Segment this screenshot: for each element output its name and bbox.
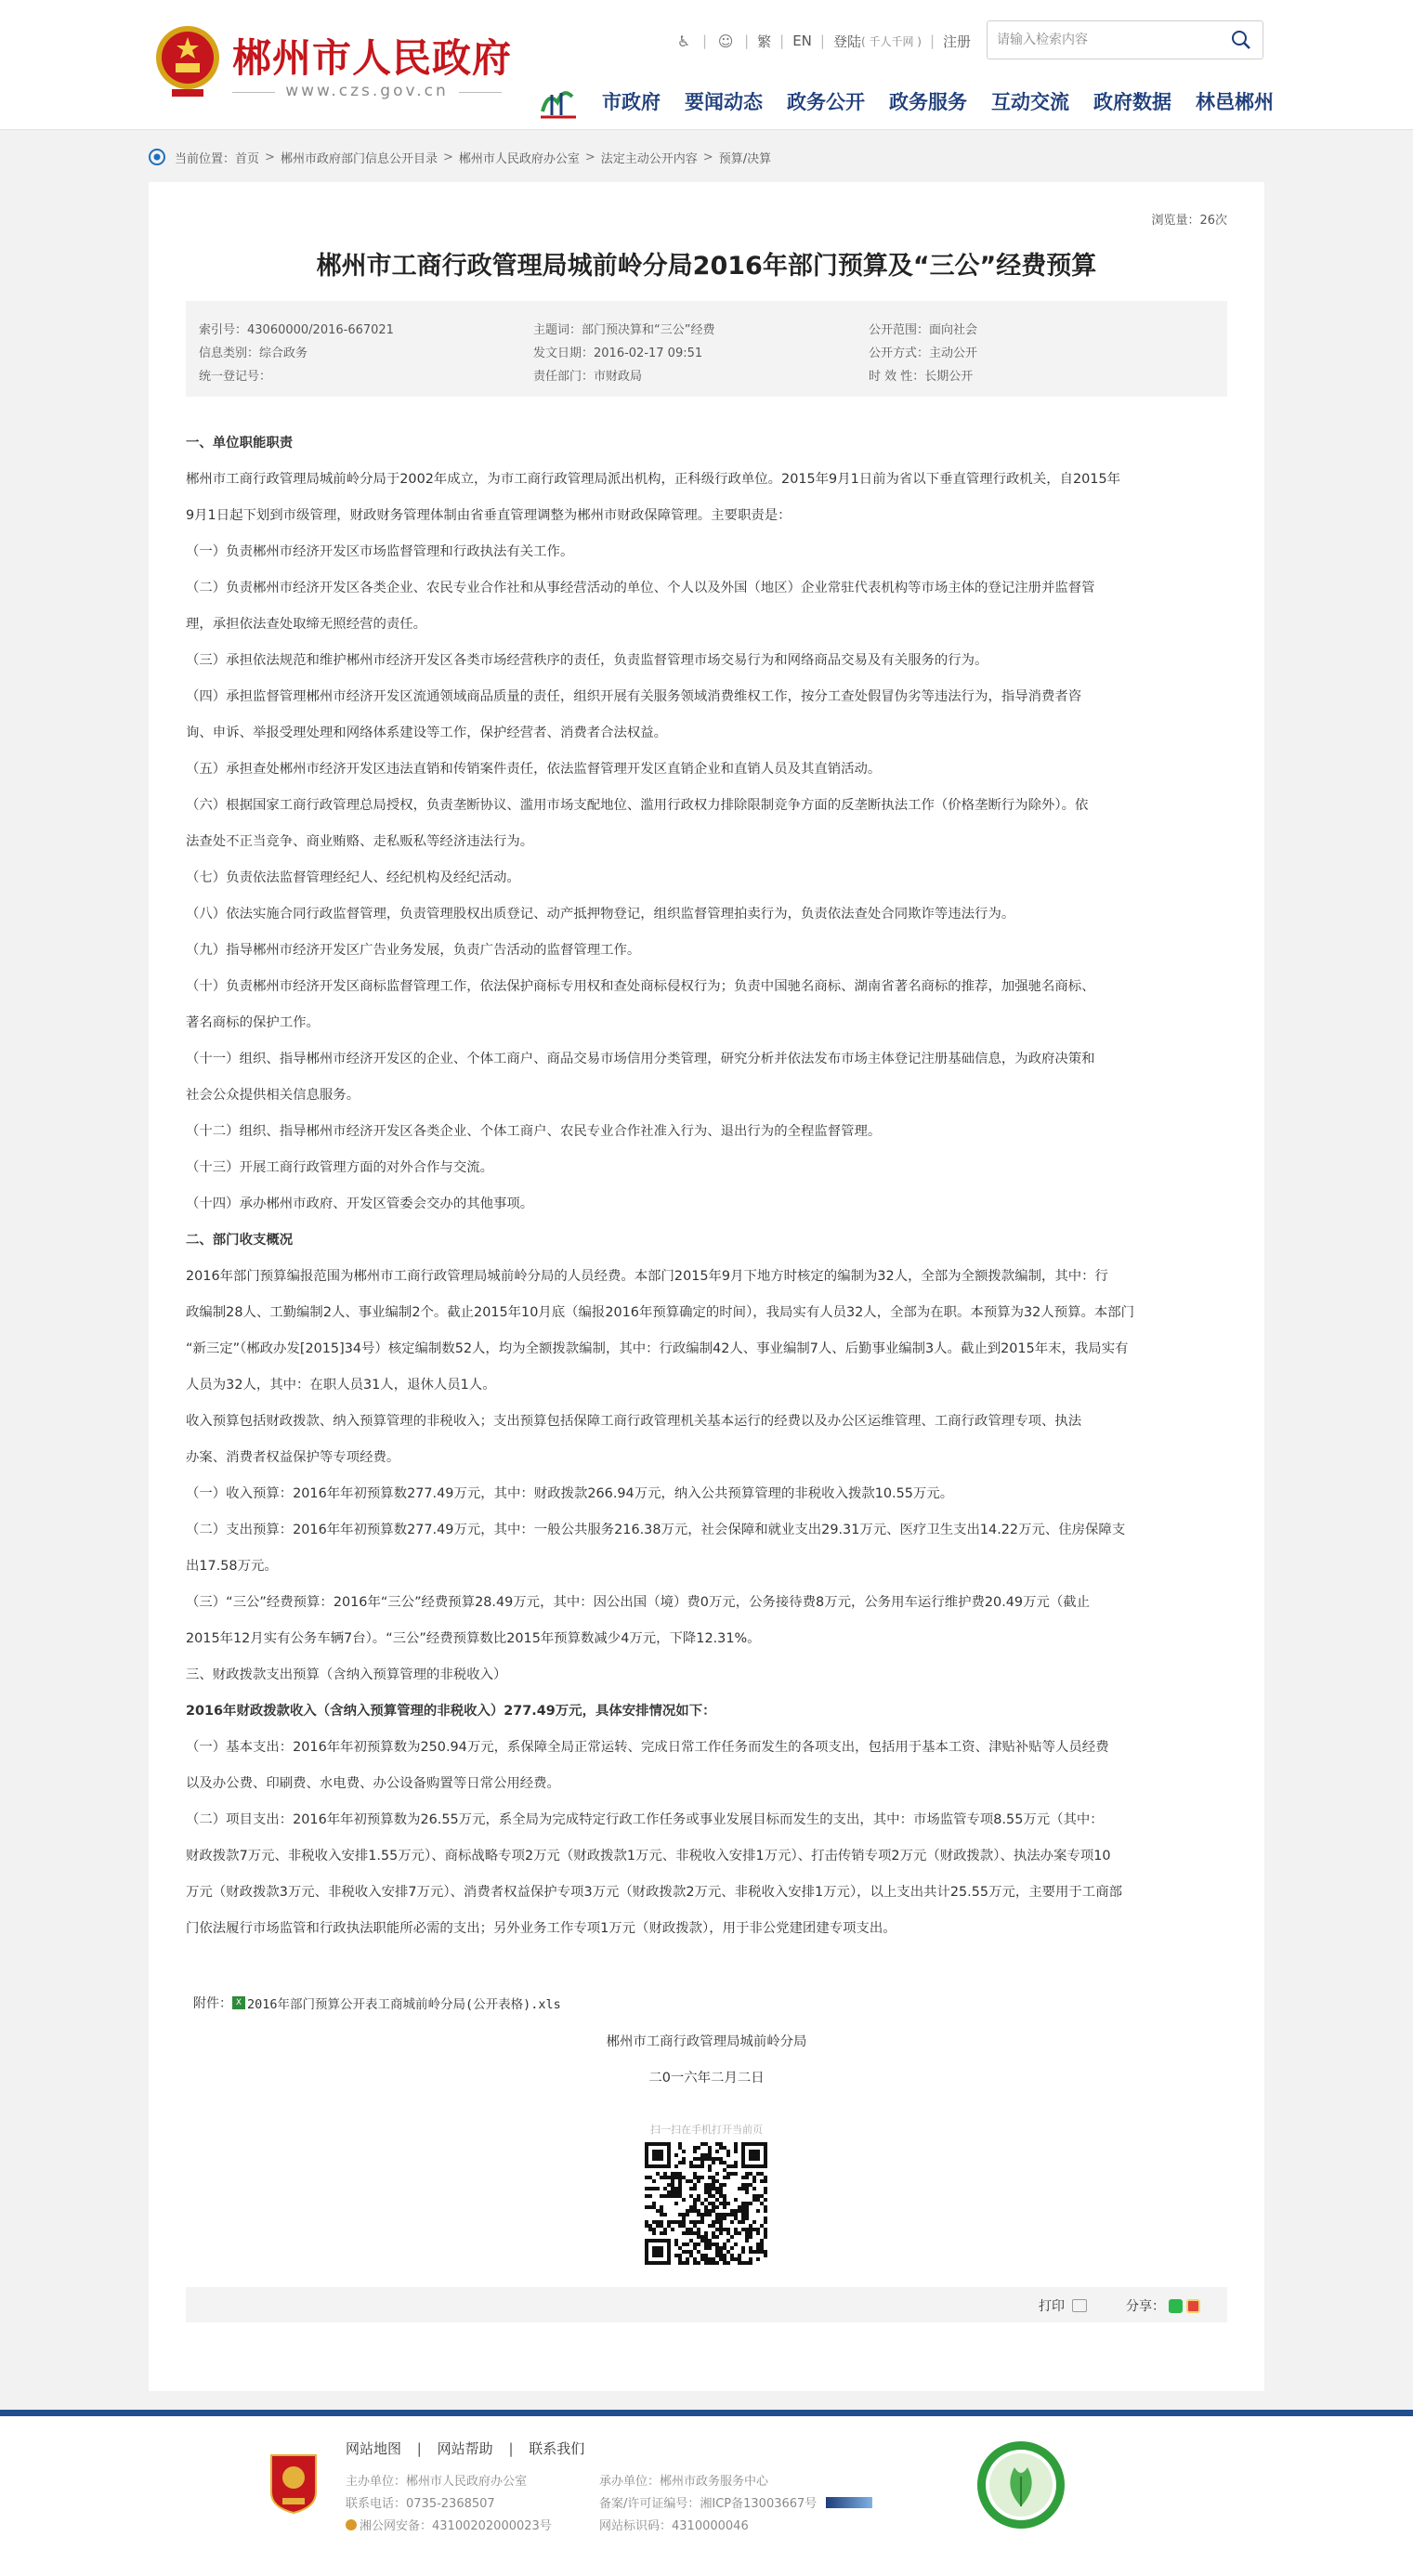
breadcrumb-item[interactable]: 郴州市人民政府办公室 — [458, 151, 580, 166]
top-utility-bar — [674, 30, 971, 52]
qr-code-icon — [645, 2142, 767, 2265]
party-government-badge-icon[interactable] — [268, 2452, 320, 2515]
body-line: 政编制28人、工勤编制2人、事业编制2个。截止2015年10月底（编报2016年预算确定的时间），我局实有人员32人，全部为在职。本预算为32人预算。本部门 — [186, 1305, 1135, 1320]
divider: | — [929, 33, 935, 49]
body-line: 以及办公费、印刷费、水电费、办公设备购置等日常公用经费。 — [186, 1776, 560, 1791]
print-label: 打印 — [1039, 2299, 1065, 2314]
body-line: （一）收入预算：2016年年初预算数277.49万元，其中：财政拨款266.94万元，纳入公共预算管理的非税收入拨款10.55万元。 — [186, 1486, 954, 1501]
body-line: “新三定”（郴政办发[2015]34号）核定编制数52人，均为全额拨款编制，其中：行政编制42人、事业编制7人、后勤事业编制3人。截止到2015年末，我局实有 — [186, 1341, 1129, 1356]
weibo-share-icon[interactable] — [1186, 2299, 1200, 2313]
signature: 郴州市工商行政管理局城前岭分局 — [606, 2034, 807, 2049]
site-url: www.czs.gov.cn — [232, 82, 502, 100]
attachment-label: 附件： — [193, 1996, 232, 2011]
breadcrumb-label: 当前位置： — [175, 151, 236, 166]
city-logo-icon — [535, 84, 582, 123]
search-box — [987, 20, 1263, 59]
attachment-link[interactable]: 2016年部门预算公开表工商城前岭分局(公开表格).xls — [247, 1997, 561, 2012]
meta-scope: 公开范围：面向社会 — [869, 323, 978, 337]
footer-undertaker: 承办单位：郴州市政务服务中心 — [599, 2475, 769, 2489]
body-line: 办案、消费者权益保护等专项经费。 — [186, 1450, 400, 1465]
breadcrumb — [149, 145, 771, 169]
divider: | — [416, 2440, 422, 2457]
nav-item-news[interactable]: 要闻动态 — [685, 91, 763, 113]
body-line: （十一）组织、指导郴州市经济开发区的企业、个体工商户、商品交易市场信用分类管理，研究分析并依法发布市场主体登记注册基础信息，为政府决策和 — [186, 1052, 1095, 1066]
footer-host: 主办单位：郴州市人民政府办公室 — [346, 2475, 528, 2489]
breadcrumb-item[interactable]: 法定主动公开内容 — [600, 151, 698, 166]
meta-method: 公开方式：主动公开 — [869, 347, 978, 360]
footer-link-help[interactable]: 网站帮助 — [437, 2440, 493, 2457]
login-note: ( 千人千网 ) — [860, 34, 922, 48]
footer-accent-line — [0, 2410, 1413, 2416]
meta-reg-no: 统一登记号： — [199, 370, 272, 384]
breadcrumb-separator: > — [584, 150, 595, 164]
body-line: （一）负责郴州市经济开发区市场监督管理和行政执法有关工作。 — [186, 544, 574, 559]
section-heading: 二、部门收支概况 — [186, 1233, 294, 1248]
section-heading: 一、单位职能职责 — [186, 436, 294, 451]
article-panel — [149, 182, 1264, 2391]
main-nav — [602, 87, 1274, 115]
nav-item-services[interactable]: 政务服务 — [889, 91, 967, 113]
accessibility-icon[interactable]: ♿ — [676, 32, 691, 50]
nav-item-open-government[interactable]: 政务公开 — [787, 91, 865, 113]
body-line: （十三）开展工商行政管理方面的对外合作与交流。 — [186, 1160, 493, 1175]
printer-icon — [1072, 2299, 1087, 2312]
body-line: 万元（财政拨款3万元、非税收入安排7万元）、消费者权益保护专项3万元（财政拨款2万元、非税收入安排1万元），以上支出共计25.55万元，主要用于工商部 — [186, 1885, 1122, 1900]
body-line: 著名商标的保护工作。 — [186, 1015, 320, 1030]
footer-phone: 联系电话：0735-2368507 — [346, 2497, 495, 2511]
share-label: 分享： — [1126, 2299, 1165, 2314]
body-line: （一）基本支出：2016年年初预算数为250.94万元，系保障全局正常运转、完成日常工作任务而发生的各项支出，包括用于基本工资、津贴补贴等人员经费 — [186, 1740, 1109, 1755]
divider: | — [702, 33, 708, 49]
body-line: （三）承担依法规范和维护郴州市经济开发区各类市场经营秩序的责任，负责监督管理市场交易行为和网络商品交易及有关服务的行为。 — [186, 653, 988, 668]
body-line: 社会公众提供相关信息服务。 — [186, 1088, 360, 1103]
body-line: 法查处不正当竞争、商业贿赂、走私贩私等经济违法行为。 — [186, 834, 534, 849]
ienc-icon — [826, 2497, 872, 2508]
divider: | — [819, 33, 825, 49]
meta-info-type: 信息类别：综合政务 — [199, 347, 308, 360]
body-line: （二）支出预算：2016年年初预算数277.49万元，其中：一般公共服务216.38万元，社会保障和就业支出29.31万元、医疗卫生支出14.22万元、住房保障支 — [186, 1523, 1126, 1537]
meta-validity: 时 效 性：长期公开 — [869, 370, 974, 384]
body-line: （二）项目支出：2016年年初预算数为26.55万元，系全局为完成特定行政工作任务或事业发展目标而发生的支出，其中：市场监管专项8.55万元（其中： — [186, 1812, 1104, 1827]
search-icon[interactable] — [1231, 30, 1251, 50]
traditional-chinese-link[interactable]: 繁 — [757, 33, 772, 50]
meta-index-no: 索引号：43060000/2016-667021 — [199, 323, 394, 337]
attachment — [193, 1994, 561, 2012]
body-line: （八）依法实施合同行政监督管理，负责管理股权出质登记、动产抵押物登记，组织监督管理拍卖行为，负责依法查处合同欺诈等违法行为。 — [186, 907, 1015, 922]
footer-police-text[interactable]: 湘公网安备：43100202000023号 — [360, 2519, 552, 2533]
breadcrumb-item[interactable]: 预算/决算 — [718, 151, 772, 166]
national-emblem-icon — [153, 20, 222, 100]
section-heading: 2016年财政拨款收入（含纳入预算管理的非税收入）277.49万元，具体安排情况如下： — [186, 1704, 716, 1719]
wechat-share-icon[interactable] — [1169, 2299, 1183, 2313]
footer-icp-text[interactable]: 备案/许可证编号：湘ICP备13003667号 — [599, 2497, 818, 2511]
body-line: 9月1日起下划到市级管理，财政财务管理体制由省垂直管理调整为郴州市财政保障管理。主要职责是： — [186, 508, 792, 523]
breadcrumb-separator: > — [442, 150, 453, 164]
body-line: （五）承担查处郴州市经济开发区违法直销和传销案件责任，依法监督管理开发区直销企业和直销人员及其直销活动。 — [186, 762, 882, 777]
site-footer — [0, 2410, 1413, 2576]
english-link[interactable]: EN — [792, 33, 812, 49]
body-line: 询、申诉、举报受理处理和网络体系建设等工作，保护经营者、消费者合法权益。 — [186, 726, 668, 740]
body-line: 2016年部门预算编报范围为郴州市工商行政管理局城前岭分局的人员经费。本部门2015年9月下地方时核定的编制为32人，全部为全额拨款编制，其中：行 — [186, 1269, 1108, 1284]
search-input[interactable] — [988, 21, 1220, 59]
qr-label: 扫一扫在手机打开当前页 — [650, 2124, 763, 2136]
body-line: （四）承担监督管理郴州市经济开发区流通领域商品质量的责任，组织开展有关服务领域消费维权工作，按分工查处假冒伪劣等违法行为，指导消费者咨 — [186, 689, 1082, 704]
nav-item-city-government[interactable]: 市政府 — [602, 91, 661, 113]
body-line: 三、财政拨款支出预算（含纳入预算管理的非税收入） — [186, 1667, 507, 1682]
breadcrumb-item[interactable]: 郴州市政府部门信息公开目录 — [280, 151, 438, 166]
breadcrumb-separator: > — [265, 150, 275, 164]
site-header — [0, 0, 1413, 130]
nav-item-linyi-chenzhou[interactable]: 林邑郴州 — [1196, 91, 1274, 113]
body-line: 郴州市工商行政管理局城前岭分局于2002年成立，为市工商行政管理局派出机构，正科级行政单位。2015年9月1日前为省以下垂直管理行政机关，自2015年 — [186, 472, 1121, 487]
login-link[interactable]: 登陆 — [832, 33, 861, 50]
meta-dept: 责任部门：市财政局 — [533, 370, 643, 384]
body-line: 门依法履行市场监管和行政执法职能所必需的支出；另外业务工作专项1万元（财政拨款），用于非公党建团建专项支出。 — [186, 1921, 896, 1936]
nav-item-interaction[interactable]: 互动交流 — [991, 91, 1069, 113]
print-button[interactable] — [1039, 2296, 1087, 2315]
excel-file-icon: X — [232, 1996, 245, 2009]
footer-links — [346, 2439, 584, 2458]
body-line: （十二）组织、指导郴州市经济开发区各类企业、个体工商户、农民专业合作社准入行为、退出行为的全程监督管理。 — [186, 1124, 882, 1139]
body-line: 财政拨款7万元、非税收入安排1.55万元）、商标战略专项2万元（财政拨款1万元、非税收入安排1万元）、打击传销专项2万元（财政拨款）、执法办案专项10 — [186, 1849, 1111, 1863]
nav-item-open-data[interactable]: 政府数据 — [1093, 91, 1171, 113]
meta-topic: 主题词：部门预决算和“三公”经费 — [533, 323, 715, 337]
body-line: （六）根据国家工商行政管理总局授权，负责垄断协议、滥用市场支配地位、滥用行政权力排除限制竞争方面的反垄断执法工作（价格垄断行为除外）。依 — [186, 798, 1089, 813]
article-title: 郴州市工商行政管理局城前岭分局2016年部门预算及“三公”经费预算 — [316, 252, 1097, 281]
sign-date: 二0一六年二月二日 — [648, 2071, 765, 2086]
body-line: 理，承担依法查处取缔无照经营的责任。 — [186, 617, 427, 632]
body-line: （九）指导郴州市经济开发区广告业务发展，负责广告活动的监督管理工作。 — [186, 943, 641, 958]
footer-police — [346, 2516, 552, 2533]
breadcrumb-item[interactable]: 首页 — [235, 151, 260, 166]
body-line: （二）负责郴州市经济开发区各类企业、农民专业合作社和从事经营活动的单位、个人以及外国（地区）企业常驻代表机构等市场主体的登记注册并监督管 — [186, 581, 1095, 595]
site-title[interactable]: 郴州市人民政府 — [232, 35, 513, 81]
meta-issue-date: 发文日期：2016-02-17 09:51 — [533, 347, 703, 360]
footer-icp — [599, 2493, 872, 2511]
footer-link-sitemap[interactable]: 网站地图 — [346, 2440, 402, 2457]
body-line: 2015年12月实有公务车辆7台）。“三公”经费预算数比2015年预算数减少4万元，下降12.31%。 — [186, 1631, 761, 1646]
elder-mode-icon[interactable]: ☺ — [717, 32, 734, 50]
body-line: （七）负责依法监督管理经纪人、经纪机构及经纪活动。 — [186, 870, 520, 885]
footer-site-code: 网站标识码：4310000046 — [599, 2519, 749, 2533]
footer-link-contact[interactable]: 联系我们 — [529, 2440, 585, 2457]
view-count: 浏览量：26次 — [1151, 214, 1227, 228]
body-line: （十四）承办郴州市政府、开发区管委会交办的其他事项。 — [186, 1196, 534, 1211]
location-icon — [149, 149, 165, 165]
divider: | — [744, 33, 750, 49]
divider: | — [508, 2440, 514, 2457]
share-group — [1126, 2296, 1200, 2315]
register-link[interactable]: 注册 — [943, 33, 972, 50]
body-line: 人员为32人，其中：在职人员31人，退休人员1人。 — [186, 1378, 496, 1393]
body-line: （十）负责郴州市经济开发区商标监督管理工作，依法保护商标专用权和查处商标侵权行为；负责中国驰名商标、湖南省著名商标的推荐，加强驰名商标、 — [186, 979, 1095, 994]
civilization-city-logo-icon[interactable] — [975, 2439, 1066, 2530]
body-line: 出17.58万元。 — [186, 1559, 278, 1574]
metadata-table — [186, 301, 1227, 397]
body-line: 收入预算包括财政拨款、纳入预算管理的非税收入；支出预算包括保障工商行政管理机关基本运行的经费以及办公区运维管理、工商行政管理专项、执法 — [186, 1414, 1082, 1429]
action-bar — [186, 2287, 1227, 2322]
divider: | — [779, 33, 785, 49]
police-badge-icon — [346, 2519, 357, 2530]
body-line: （三）“三公”经费预算：2016年“三公”经费预算28.49万元，其中：因公出国（境）费0万元，公务接待费8万元，公务用车运行维护费20.49万元（截止 — [186, 1595, 1091, 1610]
breadcrumb-separator: > — [702, 150, 713, 164]
